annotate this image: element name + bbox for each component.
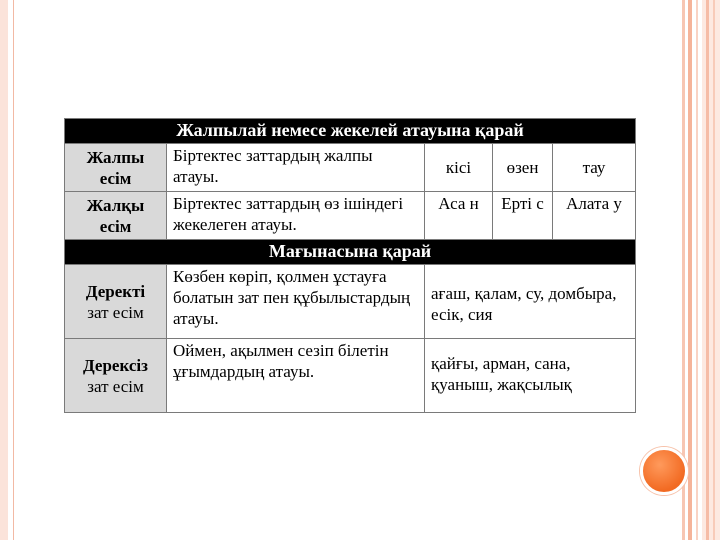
- section-header: Мағынасына қарай: [65, 240, 636, 265]
- section-header: Жалпылай немесе жекелей атауына қарай: [65, 119, 636, 144]
- row-label-line: Жалпы: [86, 147, 145, 167]
- examples-cell: қайғы, арман, сана, қуаныш, жақсылық: [425, 339, 636, 413]
- example-cell: кісі: [425, 144, 493, 192]
- definition-cell: Біртектес заттардың өз ішіндегі жекелеген атауы.: [167, 192, 425, 240]
- row-label: [65, 192, 167, 240]
- table-row: [65, 265, 636, 339]
- row-label: [65, 339, 167, 413]
- row-label-line: есім: [99, 168, 132, 188]
- row-label-line: зат есім: [87, 376, 144, 396]
- definition-cell: Көзбен көріп, қолмен ұстауға болатын зат пен құбылыстардың атауы.: [167, 265, 425, 339]
- row-label-line: есім: [99, 216, 132, 236]
- table-row: [65, 339, 636, 413]
- example-cell: Аса н: [425, 192, 493, 240]
- table-row: [65, 192, 636, 240]
- examples-cell: ағаш, қалам, су, домбыра, есік, сия: [425, 265, 636, 339]
- orange-circle-ornament: [640, 447, 688, 495]
- stripe: [696, 0, 698, 540]
- row-label: [65, 265, 167, 339]
- row-label-line: зат есім: [87, 302, 144, 322]
- section-header-row: [65, 119, 636, 144]
- row-label: [65, 144, 167, 192]
- row-label-line: Жалқы: [86, 195, 145, 215]
- slide-right-stripes: [682, 0, 720, 540]
- row-label-line: Дерексіз: [83, 355, 148, 375]
- stripe: [706, 0, 709, 540]
- example-cell: Ерті с: [493, 192, 553, 240]
- section-header-row: [65, 240, 636, 265]
- stripe: [702, 0, 720, 540]
- example-cell: Алата у: [553, 192, 636, 240]
- stripe: [713, 0, 715, 540]
- slide-left-border: [0, 0, 14, 540]
- definition-cell: Оймен, ақылмен сезіп білетін ұғымдардың атауы.: [167, 339, 425, 413]
- noun-classification-table: [64, 118, 636, 413]
- table-row: [65, 144, 636, 192]
- row-label-line: Деректі: [85, 281, 146, 301]
- example-cell: тау: [553, 144, 636, 192]
- example-cell: өзен: [493, 144, 553, 192]
- stripe: [688, 0, 692, 540]
- definition-cell: Біртектес заттардың жалпы атауы.: [167, 144, 425, 192]
